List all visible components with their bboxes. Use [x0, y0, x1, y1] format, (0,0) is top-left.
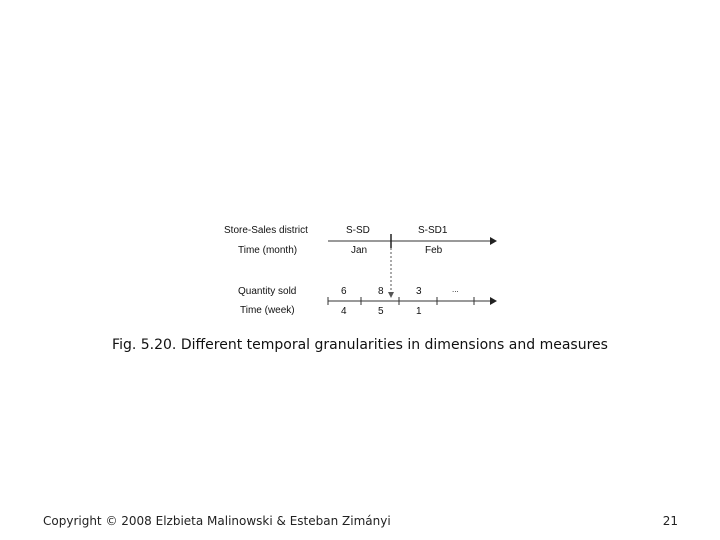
- week-axis-arrow: [490, 297, 497, 305]
- boundary-arrowhead: [388, 292, 394, 298]
- district-value: S-SD: [346, 225, 370, 236]
- week-value: 4: [341, 306, 347, 317]
- quantity-value: 8: [378, 286, 384, 297]
- quantity-value: 3: [416, 286, 422, 297]
- quantity-ellipsis: ...: [452, 285, 459, 294]
- district-value: S-SD1: [418, 225, 448, 236]
- month-axis-arrow: [490, 237, 497, 245]
- row-label-quantity: Quantity sold: [238, 286, 297, 297]
- quantity-value: 6: [341, 286, 347, 297]
- week-value: 1: [416, 306, 422, 317]
- month-value: Jan: [351, 245, 368, 256]
- row-label-month: Time (month): [238, 245, 298, 256]
- month-value: Feb: [425, 245, 443, 256]
- figure-caption: Fig. 5.20. Different temporal granularities in dimensions and measures: [112, 337, 608, 353]
- week-value: 5: [378, 306, 384, 317]
- row-label-store: Store-Sales district: [224, 225, 308, 236]
- page-number: 21: [662, 514, 678, 528]
- row-label-week: Time (week): [240, 305, 295, 316]
- footer-copyright: Copyright © 2008 Elzbieta Malinowski & Esteban Zimányi: [43, 514, 391, 528]
